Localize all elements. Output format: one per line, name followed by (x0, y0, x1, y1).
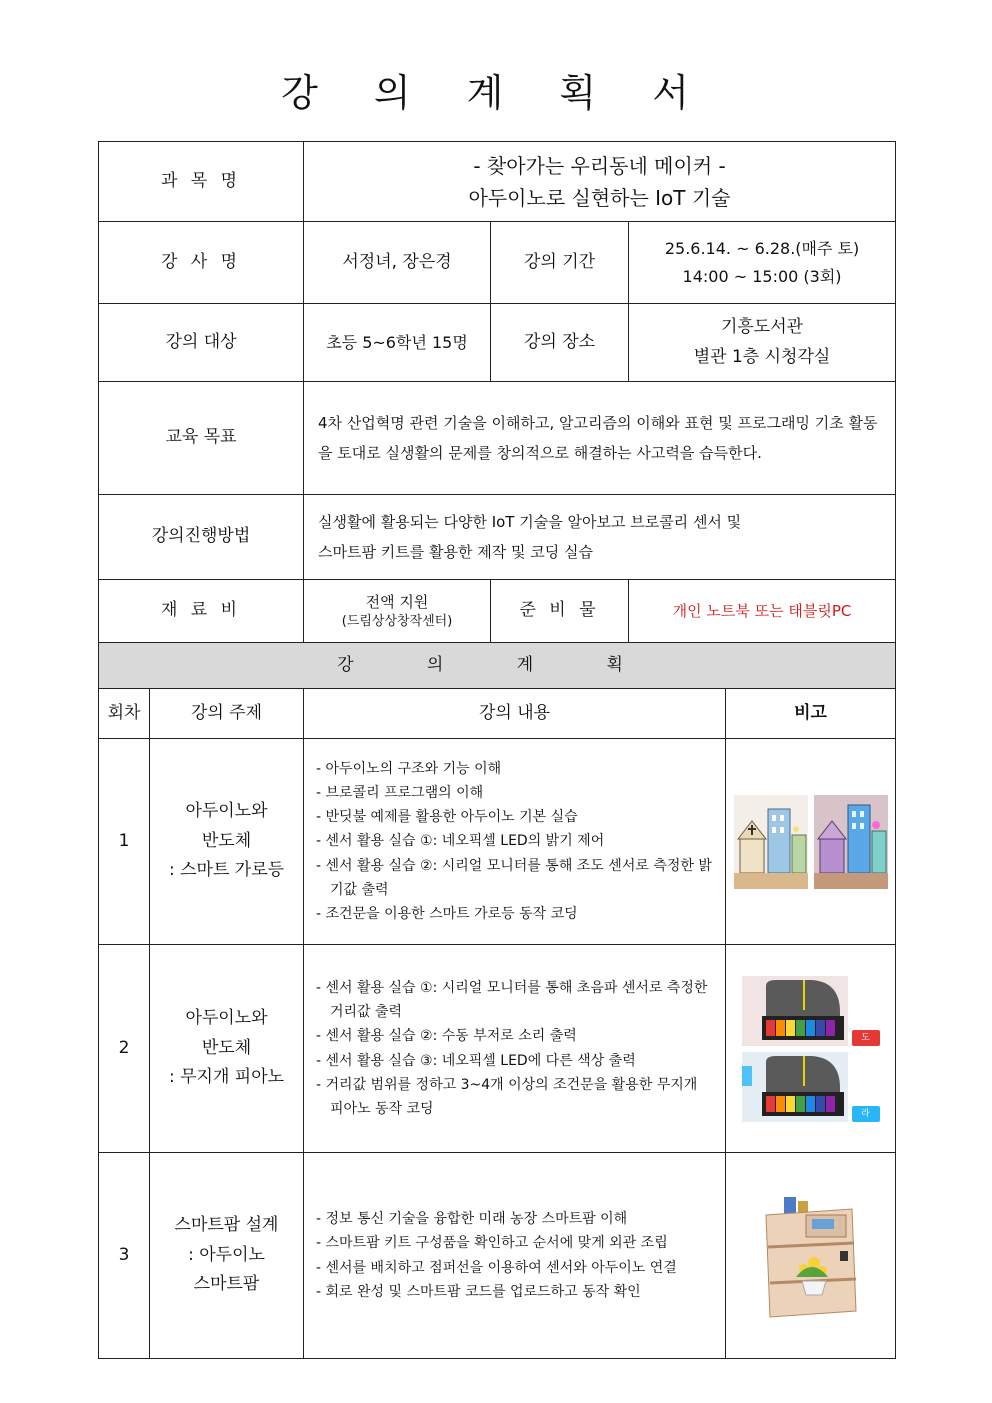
topic-line: 반도체 (201, 830, 252, 851)
session-row-2 (99, 945, 896, 1153)
method-line1: 실생활에 활용되는 다양한 IoT 기술을 알아보고 브로콜리 센서 및 (318, 513, 742, 531)
content-item: - 조건문을 이용한 스마트 가로등 동작 코딩 (316, 905, 578, 922)
goal-label: 교육 목표 (99, 382, 304, 495)
course-label: 과 목 명 (99, 142, 304, 222)
topic-line: : 아두이노 (188, 1244, 265, 1265)
place-label: 강의 장소 (491, 304, 629, 382)
col-topic: 강의 주제 (150, 689, 304, 739)
session-note (726, 945, 896, 1153)
streetlight-photo-b (814, 795, 888, 889)
content-item: - 센서 활용 실습 ②: 수동 부저로 소리 출력 (316, 1028, 577, 1045)
material-line1: 전액 지원 (365, 592, 429, 611)
note-badge-la: 라 (852, 1106, 880, 1122)
session-no: 1 (99, 739, 150, 945)
note-badge-do: 도 (852, 1030, 880, 1046)
target-value: 초등 5~6학년 15명 (304, 304, 491, 382)
session-content (304, 1153, 726, 1359)
material-label: 재 료 비 (99, 580, 304, 643)
smartfarm-photo (756, 1191, 866, 1321)
session-content (304, 739, 726, 945)
content-item: - 회로 완성 및 스마트팜 코드를 업로드하고 동작 확인 (316, 1283, 641, 1300)
method-value (304, 495, 896, 580)
topic-line: 아두이노와 (185, 800, 268, 821)
goal-row (99, 382, 896, 495)
period-label: 강의 기간 (491, 222, 629, 304)
col-note: 비고 (726, 689, 896, 739)
topic-line: 스마트팜 (193, 1274, 260, 1295)
col-content: 강의 내용 (304, 689, 726, 739)
place-line1: 기흥도서관 (720, 316, 804, 337)
content-item: - 센서 활용 실습 ②: 시리얼 모니터를 통해 조도 센서로 측정한 밝기값 출력 (316, 857, 712, 898)
period-line2: 14:00 ~ 15:00 (3회) (682, 266, 842, 286)
content-item: - 센서 활용 실습 ③: 네오픽셀 LED에 다른 색상 출력 (316, 1052, 636, 1069)
instructor-row (99, 222, 896, 304)
course-row (99, 142, 896, 222)
page-title: 강 의 계 획 서 (281, 71, 711, 115)
target-row (99, 304, 896, 382)
piano-photo-a (742, 976, 848, 1046)
session-row-1 (99, 739, 896, 945)
topic-line: 반도체 (201, 1037, 252, 1058)
method-line2: 스마트팜 키트를 활용한 제작 및 코딩 실습 (318, 543, 593, 561)
col-session: 회차 (99, 689, 150, 739)
content-item: - 센서 활용 실습 ①: 시리얼 모니터를 통해 초음파 센서로 측정한 거리값 출력 (316, 980, 708, 1021)
topic-line: : 무지개 피아노 (168, 1067, 285, 1088)
method-row (99, 495, 896, 580)
period-line1: 25.6.14. ~ 6.28.(매주 토) (664, 238, 860, 258)
instructor-label: 강 사 명 (99, 222, 304, 304)
session-topic (150, 1153, 304, 1359)
session-content (304, 945, 726, 1153)
period-value (629, 222, 896, 304)
session-no: 2 (99, 945, 150, 1153)
column-header-row (99, 689, 896, 739)
instructor-value: 서정녀, 장은경 (304, 222, 491, 304)
place-line2: 별관 1층 시청각실 (693, 346, 831, 367)
session-note (726, 1153, 896, 1359)
content-item: - 정보 통신 기술을 융합한 미래 농장 스마트팜 이해 (316, 1211, 628, 1228)
content-item: - 센서 활용 실습 ①: 네오픽셀 LED의 밝기 제어 (316, 833, 605, 850)
session-no: 3 (99, 1153, 150, 1359)
content-item: - 브로콜리 프로그램의 이해 (316, 785, 484, 802)
course-line2: 아두이노로 실현하는 IoT 기술 (468, 185, 731, 210)
lecture-plan-table (98, 141, 896, 1359)
content-item: - 센서를 배치하고 점퍼선을 이용하여 센서와 아두이노 연결 (316, 1259, 677, 1276)
section-row (99, 643, 896, 689)
topic-line: : 스마트 가로등 (168, 860, 285, 881)
topic-line: 스마트팜 설계 (174, 1214, 279, 1235)
session-note (726, 739, 896, 945)
content-item: - 아두이노의 구조와 기능 이해 (316, 761, 502, 778)
session-topic (150, 739, 304, 945)
topic-line: 아두이노와 (185, 1007, 268, 1028)
streetlight-photo-a (734, 795, 808, 889)
prep-value: 개인 노트북 또는 태블릿PC (629, 580, 896, 643)
content-item: - 스마트팜 키트 구성품을 확인하고 순서에 맞게 외관 조립 (316, 1235, 668, 1252)
course-line1: - 찾아가는 우리동네 메이커 - (473, 153, 726, 178)
place-value (629, 304, 896, 382)
content-item: - 거리값 범위를 정하고 3~4개 이상의 조건문을 활용한 무지개 피아노 동작 코딩 (316, 1076, 698, 1117)
session-row-3 (99, 1153, 896, 1359)
goal-value: 4차 산업혁명 관련 기술을 이해하고, 알고리즘의 이해와 표현 및 프로그래밍 기초 활동을 토대로 실생활의 문제를 창의적으로 해결하는 사고력을 습득한다. (304, 382, 896, 495)
section-title: 강 의 계 획 (99, 643, 896, 689)
piano-photo-b (742, 1052, 848, 1122)
material-value (304, 580, 491, 643)
course-name (304, 142, 896, 222)
target-label: 강의 대상 (99, 304, 304, 382)
prep-label: 준 비 물 (491, 580, 629, 643)
session-topic (150, 945, 304, 1153)
content-item: - 반딧불 예제를 활용한 아두이노 기본 실습 (316, 809, 578, 826)
material-row (99, 580, 896, 643)
material-line2: (드림상상창작센터) (341, 614, 453, 630)
method-label: 강의진행방법 (99, 495, 304, 580)
